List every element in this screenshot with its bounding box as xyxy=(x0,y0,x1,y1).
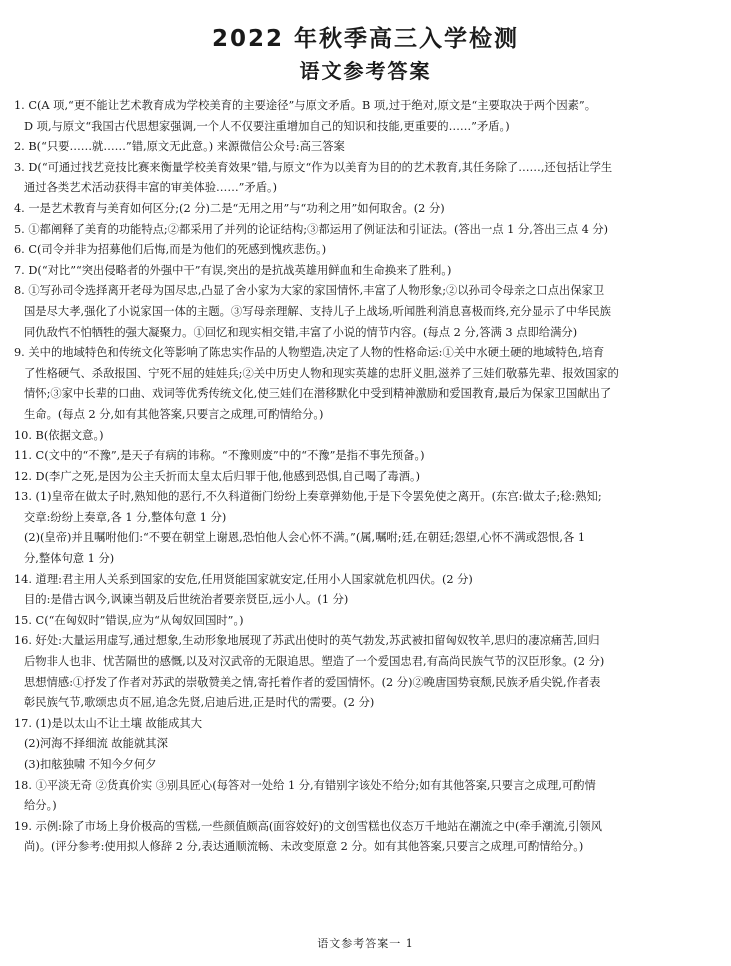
answer-line: 10. B(依据文意。) xyxy=(14,428,104,442)
answer-line: D 项,与原文“我国古代思想家强调,一个人不仅要注重增加自己的知识和技能,更重要的……”矛盾。) xyxy=(24,119,510,133)
answer-line: 5. ①都阐释了美育的功能特点;②都采用了并列的论证结构;③都运用了例证法和引证法。(答出一点 1 分,答出三点 4 分) xyxy=(14,222,609,236)
answer-subline: (2)(皇帝)并且嘱咐他们:“不要在朝堂上谢恩,恐怕他人会心怀不满。”(属,嘱咐;廷,在朝廷;怨望,心怀不满或怨恨,各 1 xyxy=(24,531,586,545)
answer-item xyxy=(14,281,719,343)
answer-subline: 思想情感:①抒发了作者对苏武的崇敬赞美之情,寄托着作者的爱国情怀。(2 分)②晚唐国势衰颓,民族矛盾尖锐,作者表 xyxy=(24,675,601,689)
answer-item xyxy=(14,487,719,569)
answer-line: 2. B(“只要……就……”错,原文无此意。) 来源微信公众号:高三答案 xyxy=(14,140,345,154)
answer-line: 8. ①写孙司令选择离开老母为国尽忠,凸显了舍小家为大家的家国情怀,丰富了人物形象;②以孙司令母亲之口点出保家卫 xyxy=(14,284,605,298)
answer-line: 14. 道理:君主用人关系到国家的安危,任用贤能国家就安定,任用小人国家就危机四伏。(2 分) xyxy=(14,572,473,586)
answer-line: 生命。(每点 2 分,如有其他答案,只要言之成理,可酌情给分。) xyxy=(24,407,324,421)
answer-line: 19. 示例:除了市场上身价极高的雪糕,一些颜值颇高(面容姣好)的文创雪糕也仪态万千地站在潮流之中(牵手潮流,引领风 xyxy=(14,819,603,833)
answer-item xyxy=(14,817,719,858)
answer-item xyxy=(14,611,719,632)
answer-line: 4. 一是艺术教育与美育如何区分;(2 分)二是“无用之用”与“功利之用”如何取舍。(2 分) xyxy=(14,201,445,215)
answer-line: 后物非人也非、忧苦隔世的感慨,以及对汉武帝的无限追思。塑造了一个爱国忠君,有高尚民族气节的汉臣形象。(2 分) xyxy=(24,655,605,669)
answer-subline: 彰民族气节,歌颂忠贞不屈,追念先贤,启迪后进,正是时代的需要。(2 分) xyxy=(24,696,375,710)
answer-item xyxy=(14,261,719,282)
answer-item xyxy=(14,199,719,220)
answer-item xyxy=(14,96,719,137)
answer-line: 3. D(“可通过找艺竞技比赛来衡量学校美育效果”错,与原文“作为以美育为目的的艺术教育,其任务除了……,还包括让学生 xyxy=(14,160,613,174)
answer-item xyxy=(14,240,719,261)
answer-line: 交章:纷纷上奏章,各 1 分,整体句意 1 分) xyxy=(24,510,227,524)
answer-line: 尚)。(评分参考:使用拟人修辞 2 分,表达通顺流畅、未改变原意 2 分。如有其他答案,只要言之成理,可酌情给分。) xyxy=(24,840,584,854)
answer-item xyxy=(14,467,719,488)
page-title: 2022 年秋季高三入学检测 xyxy=(211,26,520,52)
answer-line: 13. (1)皇帝在做太子时,熟知他的恶行,不久科道衙门纷纷上奏章弹劾他,于是下令罢免使之离开。(东宫:做太子;稔:熟知; xyxy=(14,490,602,504)
answer-line: 17. (1)是以太山不让土壤 故能成其大 xyxy=(14,716,203,730)
answer-line: 给分。) xyxy=(24,799,57,813)
answer-line: 9. 关中的地域特色和传统文化等影响了陈忠实作品的人物塑造,决定了人物的性格命运:①关中水硬土硬的地域特色,培育 xyxy=(14,346,605,360)
answer-subline: (2)河海不择细流 故能就其深 xyxy=(24,737,168,751)
answer-line: 18. ①平淡无奇 ②货真价实 ③别具匠心(每答对一处给 1 分,有错别字该处不给分;如有其他答案,只要言之成理,可酌情 xyxy=(14,778,596,792)
answer-subline: 目的:是借古讽今,讽谏当朝及后世统治者要亲贤臣,远小人。(1 分) xyxy=(24,593,349,607)
answer-subline: 分,整体句意 1 分) xyxy=(24,552,115,566)
answer-item xyxy=(14,220,719,241)
answer-line: 11. C(文中的“不豫”,是天子有病的讳称。“不豫则废”中的“不豫”是指不事先预备。) xyxy=(14,449,425,463)
answer-item xyxy=(14,426,719,447)
answer-line: 了性格硬气、杀敌报国、宁死不屈的娃娃兵;②关中历史人物和现实英雄的忠肝义胆,滋养了三娃们敬慕先辈、报效国家的 xyxy=(24,366,619,380)
answer-line: 6. C(司令并非为招募他们后悔,而是为他们的死感到愧疚悲伤。) xyxy=(14,243,327,257)
page-footer: 语文参考答案一 1 xyxy=(317,937,414,950)
answer-item xyxy=(14,631,719,713)
answer-line: 7. D(“对比”“突出侵略者的外强中干”有误,突出的是抗战英雄用鲜血和生命换来了胜利。) xyxy=(14,263,452,277)
answer-item xyxy=(14,343,719,425)
answer-item xyxy=(14,776,719,817)
answer-item xyxy=(14,446,719,467)
answer-item xyxy=(14,158,719,199)
answer-line: 通过各类艺术活动获得丰富的审美体验……”矛盾。) xyxy=(24,181,278,195)
answer-subline: (3)扣舷独啸 不知今夕何夕 xyxy=(24,758,157,771)
answer-item xyxy=(14,714,719,776)
answer-line: 国是尽大孝,强化了小说家国一体的主题。③写母亲理解、支持儿子上战场,听闻胜利消息喜极而终,充分显示了中华民族 xyxy=(24,304,611,318)
answer-line: 同仇敌忾不怕牺牲的强大凝聚力。①回忆和现实相交错,丰富了小说的情节内容。(每点 2 分,答满 3 点即给满分) xyxy=(24,325,578,339)
page-subtitle: 语文参考答案 xyxy=(299,59,432,83)
answer-line: 15. C(“在匈奴时”错误,应为“从匈奴回国时”。) xyxy=(14,613,244,627)
answer-item xyxy=(14,137,719,158)
answer-line: 12. D(李广之死,是因为公主夭折而太皇太后归罪于他,他感到恐惧,自己喝了毒酒。) xyxy=(14,469,421,483)
answer-item xyxy=(14,570,719,611)
answer-line: 1. C(A 项,“更不能让艺术教育成为学校美育的主要途径”与原文矛盾。B 项,过于绝对,原文是“主要取决于两个因素”。 xyxy=(14,99,597,112)
answer-line: 16. 好处:大量运用虚写,通过想象,生动形象地展现了苏武出使时的英气勃发,苏武被扣留匈奴牧羊,思归的凄凉痛苦,回归 xyxy=(14,634,600,648)
answer-line: 情怀;③家中长辈的口曲、戏词等优秀传统文化,使三娃们在潜移默化中受到精神激励和爱国教育,最后为保家卫国献出了 xyxy=(24,387,612,401)
answer-list xyxy=(14,96,719,858)
